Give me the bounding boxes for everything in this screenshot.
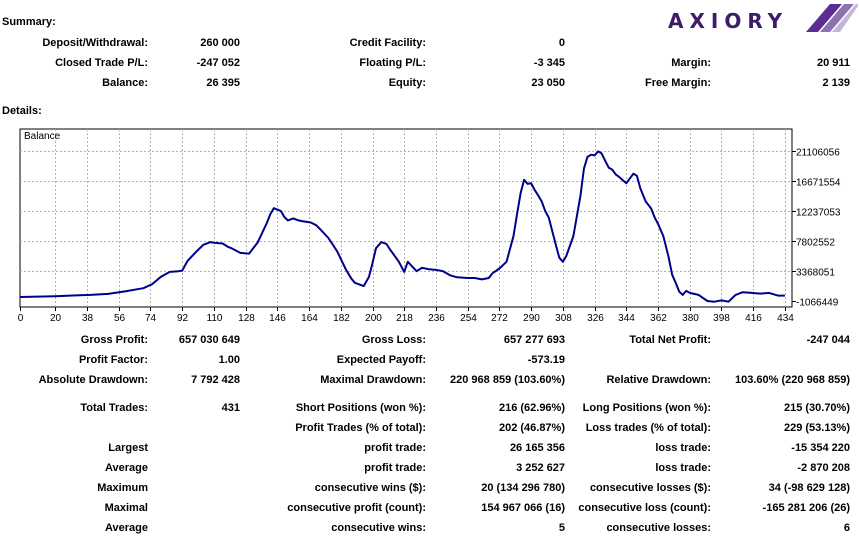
grid-row-mid-value: 26 165 356 [509, 442, 565, 454]
stat-label: Maximal Drawdown: [320, 374, 426, 386]
logo-text: AXIORY [668, 9, 789, 33]
summary-label: Free Margin: [644, 77, 711, 89]
loss-trades-label: Loss trades (% of total): [585, 422, 711, 434]
y-tick-label: 7802552 [796, 237, 835, 249]
plot-area [20, 129, 792, 307]
long-positions-value: 215 (30.70%) [783, 402, 850, 414]
summary-value: -247 052 [196, 57, 240, 69]
stat-value: 103.60% (220 968 859) [735, 374, 850, 386]
grid-row-head: Largest [108, 442, 148, 454]
grid-row-right-value: 6 [843, 522, 850, 534]
summary-label: Margin: [671, 57, 711, 69]
y-tick-label: 3368051 [796, 267, 835, 279]
x-tick-label: 74 [144, 313, 157, 322]
x-tick-label: 200 [365, 313, 382, 322]
chart-title: Balance [24, 131, 61, 142]
grid-row-mid-value: 20 (134 296 780) [481, 482, 565, 494]
grid-row-mid-value: 154 967 066 (16) [481, 502, 565, 514]
loss-trades-value: 229 (53.13%) [783, 422, 850, 434]
grid-row-right-label: consecutive losses ($): [589, 482, 711, 494]
stat-label: Gross Loss: [361, 334, 426, 346]
summary-value: 23 050 [531, 77, 565, 89]
short-positions-value: 216 (62.96%) [498, 402, 565, 414]
summary-value: 26 395 [206, 77, 240, 89]
grid-row-mid-label: consecutive wins ($): [314, 482, 426, 494]
grid-row-mid-value: 3 252 627 [516, 462, 565, 474]
x-tick-label: 326 [587, 313, 604, 322]
x-tick-label: 182 [333, 313, 350, 322]
summary-value: 2 139 [822, 77, 850, 89]
details-heading: Details: [2, 105, 42, 117]
stat-label: Relative Drawdown: [606, 374, 711, 386]
stat-label: Total Net Profit: [629, 334, 711, 346]
x-tick-label: 362 [650, 313, 667, 322]
long-positions-label: Long Positions (won %): [582, 402, 711, 414]
summary-label: Balance: [102, 77, 148, 89]
summary-heading: Summary: [2, 16, 56, 28]
x-tick-label: 164 [301, 313, 318, 322]
summary-value: 20 911 [816, 57, 850, 69]
grid-row-head: Average [104, 522, 148, 534]
balance-chart [0, 126, 859, 322]
grid-row-right-label: consecutive losses: [606, 522, 711, 534]
grid-row-right-label: consecutive loss (count): [578, 502, 711, 514]
x-tick-label: 416 [745, 313, 762, 322]
x-tick-label: 434 [777, 313, 794, 322]
summary-label: Deposit/Withdrawal: [42, 37, 148, 49]
total-trades-value: 431 [221, 402, 240, 414]
x-tick-label: 92 [176, 313, 189, 322]
grid-row-mid-label: consecutive profit (count): [287, 502, 426, 514]
grid-row-mid-label: consecutive wins: [331, 522, 426, 534]
stat-label: Expected Payoff: [336, 354, 426, 366]
stat-value: -573.19 [527, 354, 565, 366]
grid-row-right-value: 34 (-98 629 128) [768, 482, 850, 494]
profit-trades-value: 202 (46.87%) [498, 422, 565, 434]
grid-row-right-label: loss trade: [655, 462, 711, 474]
x-tick-label: 0 [17, 313, 24, 322]
summary-value: -3 345 [533, 57, 565, 69]
y-tick-label: -1066449 [796, 297, 839, 309]
x-tick-label: 128 [238, 313, 255, 322]
summary-value: 0 [558, 37, 565, 49]
x-tick-label: 236 [428, 313, 445, 322]
grid-row-mid-value: 5 [558, 522, 565, 534]
x-tick-label: 38 [81, 313, 94, 322]
stat-label: Profit Factor: [78, 354, 148, 366]
total-trades-label: Total Trades: [80, 402, 148, 414]
x-tick-label: 56 [113, 313, 126, 322]
y-tick-label: 12237053 [796, 207, 841, 219]
stat-label: Absolute Drawdown: [38, 374, 148, 386]
grid-row-head: Maximal [104, 502, 148, 514]
y-tick-label: 16671554 [796, 177, 841, 189]
x-tick-label: 380 [682, 313, 699, 322]
x-tick-label: 308 [555, 313, 572, 322]
summary-label: Equity: [388, 77, 426, 89]
x-tick-label: 146 [269, 313, 286, 322]
x-tick-label: 254 [460, 313, 477, 322]
x-tick-label: 110 [206, 313, 223, 322]
y-tick-label: 21106056 [796, 147, 840, 159]
stat-value: 657 277 693 [503, 334, 565, 346]
grid-row-right-value: -165 281 206 (26) [762, 502, 850, 514]
x-tick-label: 20 [49, 313, 62, 322]
grid-row-mid-label: profit trade: [364, 442, 426, 454]
stat-value: -247 044 [806, 334, 850, 346]
summary-label: Credit Facility: [349, 37, 426, 49]
x-tick-label: 272 [491, 313, 508, 322]
summary-value: 260 000 [200, 37, 240, 49]
summary-label: Floating P/L: [359, 57, 426, 69]
summary-label: Closed Trade P/L: [55, 57, 148, 69]
stat-value: 657 030 649 [178, 334, 240, 346]
profit-trades-label: Profit Trades (% of total): [295, 422, 426, 434]
grid-row-right-value: -2 870 208 [797, 462, 850, 474]
grid-row-head: Average [104, 462, 148, 474]
grid-row-mid-label: profit trade: [364, 462, 426, 474]
stat-label: Gross Profit: [80, 334, 148, 346]
axiory-logo [668, 4, 858, 36]
logo-stripes-icon [806, 4, 858, 32]
stat-value: 220 968 859 (103.60%) [450, 374, 565, 386]
grid-row-right-label: loss trade: [655, 442, 711, 454]
x-tick-label: 398 [713, 313, 730, 322]
x-tick-label: 290 [523, 313, 540, 322]
short-positions-label: Short Positions (won %): [295, 402, 426, 414]
grid-row-head: Maximum [97, 482, 148, 494]
x-tick-label: 344 [618, 313, 635, 322]
stat-value: 7 792 428 [191, 374, 240, 386]
stat-value: 1.00 [218, 354, 240, 366]
x-tick-label: 218 [396, 313, 413, 322]
grid-row-right-value: -15 354 220 [791, 442, 850, 454]
